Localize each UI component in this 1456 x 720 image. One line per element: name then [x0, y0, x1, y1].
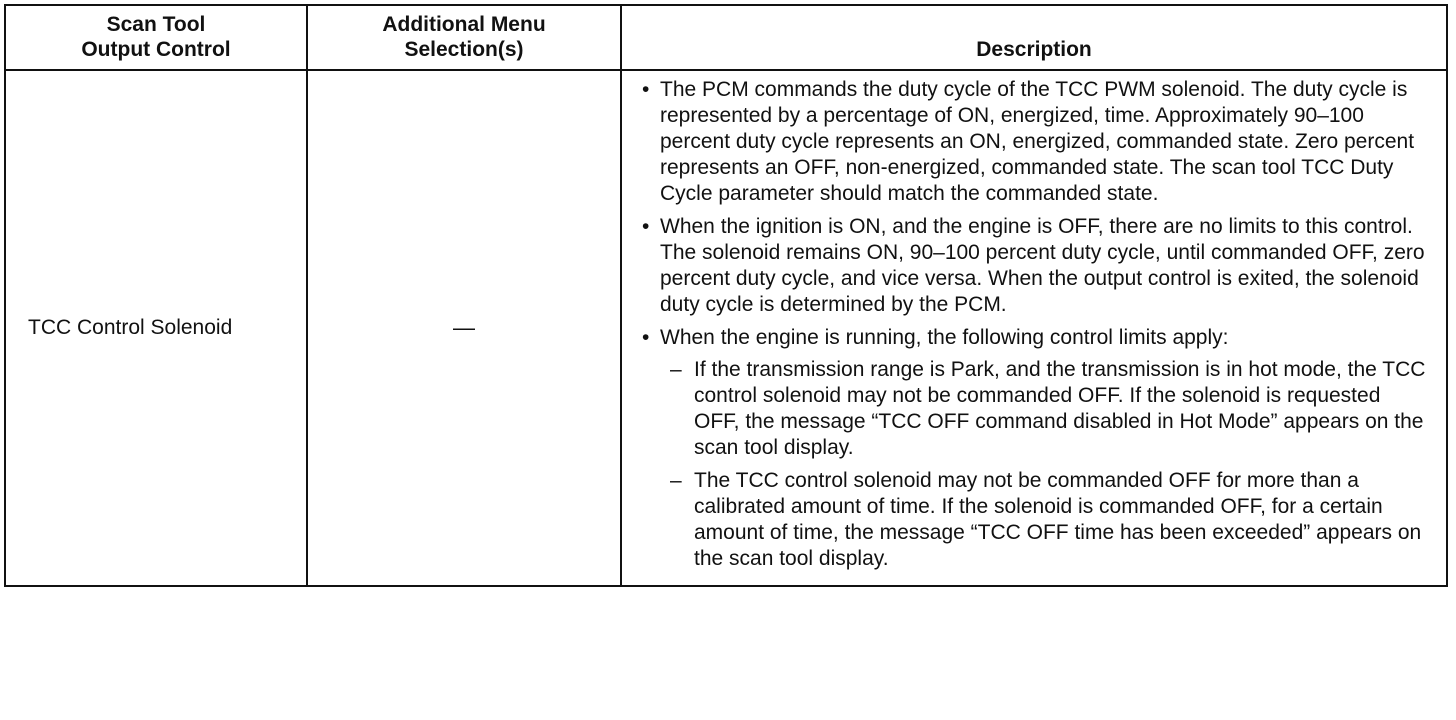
header-description	[621, 5, 1447, 70]
header-col2-line1: Additional Menu	[382, 13, 546, 36]
menu-selection-cell: —	[307, 70, 621, 586]
description-bullet-1: • The PCM commands the duty cycle of the TCC PWM solenoid. The duty cycle is represented by a percentage of ON, energized, time. Approximately 90–100 percent duty cycle represents an ON, energized, commanded state. Zero percent represents an OFF, non-energized, commanded state. The scan tool TCC Duty Cycle parameter should match the commanded state.	[636, 77, 1430, 207]
header-col3: Description	[976, 38, 1092, 61]
header-col2-line2: Selection(s)	[404, 38, 524, 61]
header-additional-menu-selections	[307, 5, 621, 70]
description-bullet-3-text: When the engine is running, the following control limits apply:	[660, 326, 1229, 349]
description-sub-bullet-2: – The TCC control solenoid may not be commanded OFF for more than a calibrated amount of time. If the solenoid is commanded OFF, for a certain amount of time, the message “TCC OFF time has been exceeded” appears on the scan tool display.	[660, 468, 1430, 572]
description-bullet-2: • When the ignition is ON, and the engine is OFF, there are no limits to this control. The solenoid remains ON, 90–100 percent duty cycle, until commanded OFF, zero percent duty cycle, and vice versa. When the output control is exited, the solenoid duty cycle is determined by the PCM.	[636, 214, 1430, 318]
header-col1-line1: Scan Tool	[106, 13, 206, 36]
table-row	[5, 70, 1447, 586]
output-control-table	[4, 4, 1448, 587]
header-scan-tool-output-control	[5, 5, 307, 70]
description-bullet-3	[636, 325, 1430, 572]
description-sub-bullet-1: – If the transmission range is Park, and the transmission is in hot mode, the TCC control solenoid may not be commanded OFF. If the solenoid is requested OFF, the message “TCC OFF command disabled in Hot Mode” appears on the scan tool display.	[660, 357, 1430, 461]
output-control-cell: TCC Control Solenoid	[5, 70, 307, 586]
header-row	[5, 5, 1447, 70]
description-sub-bullet-list	[660, 357, 1430, 572]
description-bullet-list	[636, 77, 1430, 572]
description-cell	[621, 70, 1447, 586]
header-col1-line2: Output Control	[81, 38, 231, 61]
